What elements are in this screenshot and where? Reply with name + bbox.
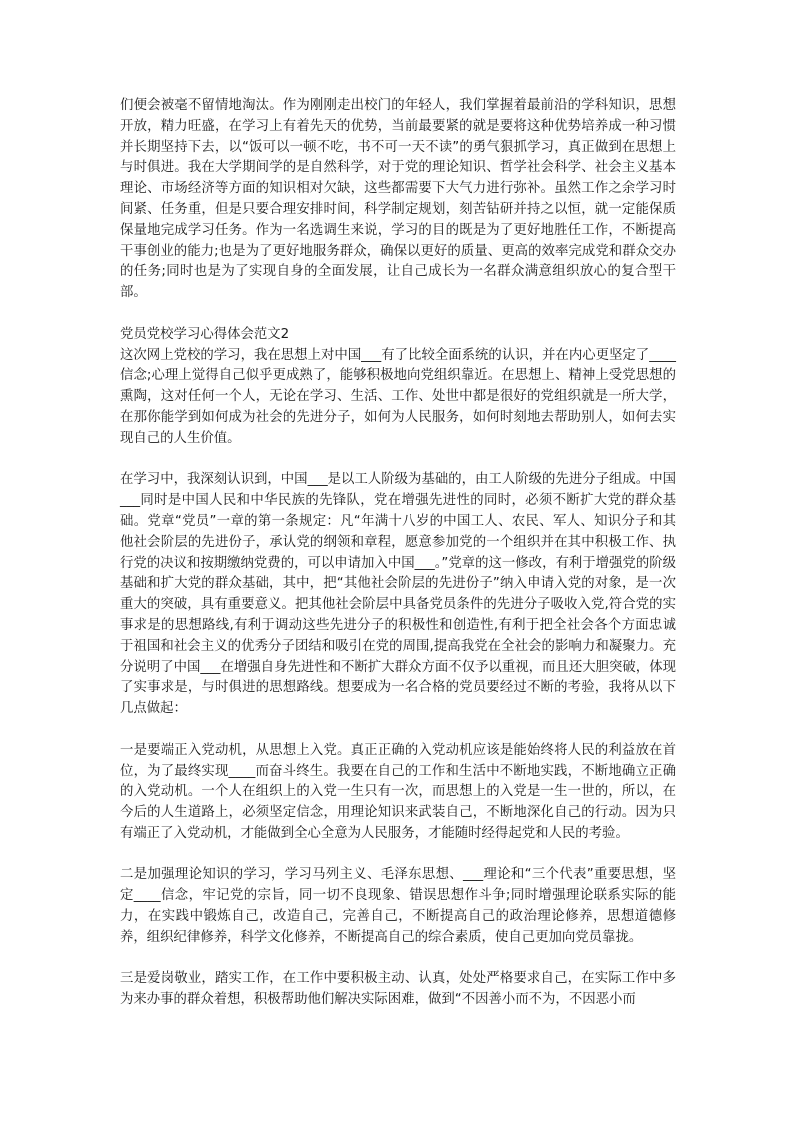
- section-title: 党员党校学习心得体会范文2: [120, 326, 290, 342]
- paragraph-point-one: 一是要端正入党动机，从思想上入党。真正正确的入党动机应该是能始终将人民的利益放在首位，为了最终实现____而奋斗终生。我要在自己的工作和生活中不断地实践，不断地确立正确的入党动机。一个人在组织上的入党一生只有一次，而思想上的入党是一生一世的，所以，在今后的人生道路上，必须坚定信念，用理论知识来武装自己，不断地深化自己的行动。因为只有端正了入党动机，才能做到全心全意为人民服务，才能随时经得起党和人民的考验。: [120, 742, 676, 841]
- paragraph-party-foundation: 在学习中，我深刻认识到，中国___是以工人阶级为基础的，由工人阶级的先进分子组成。中国___同时是中国人民和中华民族的先锋队，党在增强先进性的同时，必须不断扩大党的群众基础。党章“党员”一章的第一条规定：凡“年满十八岁的中国工人、农民、军人、知识分子和其他社会阶层的先进份子，承认党的纲领和章程，愿意参加党的一个组织并在其中积极工作、执行党的决议和按期缴纳党费的，可以申请加入中国___。”党章的这一修改，有利于增强党的阶级基础和扩大党的群众基础，其中，把“其他社会阶层的先进份子”纳入申请入党的对象，是一次重大的突破，具有重要意义。把其他社会阶层中具备党员条件的先进分子吸收入党,符合党的实事求是的思想路线,有利于调动这些先进分子的积极性和创造性,有利于把全社会各个方面忠诚于祖国和社会主义的优秀分子团结和吸引在党的周围,提高我党在全社会的影响力和凝聚力。充分说明了中国___在增强自身先进性和不断扩大群众方面不仅予以重视，而且还大胆突破，体现了实事求是，与时俱进的思想路线。想要成为一名合格的党员要经过不断的考验，我将从以下几点做起：: [120, 472, 676, 717]
- paragraph-point-three: 三是爱岗敬业，踏实工作，在工作中要积极主动、认真，处处严格要求自己，在实际工作中多为来办事的群众着想，积极帮助他们解决实际困难，做到“不因善小而不为，不因恶小而: [120, 971, 676, 1008]
- paragraph-point-two: 二是加强理论知识的学习，学习马列主义、毛泽东思想、___理论和“三个代表”重要思想，坚定____信念，牢记党的宗旨，同一切不良现象、错误思想作斗争;同时增强理论联系实际的能力，在实践中锻炼自己，改造自己，完善自己，不断提高自己的政治理论修养，思想道德修养，组织纪律修养，科学文化修养，不断提高自己的综合素质，使自己更加向党员靠拢。: [120, 867, 676, 945]
- paragraph-study-attitude: 们便会被毫不留情地淘汰。作为刚刚走出校门的年轻人，我们掌握着最前沿的学科知识，思想开放，精力旺盛，在学习上有着先天的优势，当前最要紧的就是要将这种优势培养成一种习惯并长期坚持下去，以“饭可以一顿不吃，书不可一天不读”的勇气狠抓学习，真正做到在思想上与时俱进。我在大学期间学的是自然科学，对于党的理论知识、哲学社会科学、社会主义基本理论、市场经济等方面的知识相对欠缺，这些都需要下大气力进行弥补。虽然工作之余学习时间紧、任务重，但是只要合理安排时间，科学制定规划，刻苦钻研并持之以恒，就一定能保质保量地完成学习任务。作为一名选调生来说，学习的目的既是为了更好地胜任工作，不断提高干事创业的能力;也是为了更好地服务群众，确保以更好的质量、更高的效率完成党和群众交办的任务;同时也是为了实现自身的全面发展，让自己成长为一名群众满意组织放心的复合型干部。: [120, 98, 676, 301]
- document-page: [120, 96, 676, 1032]
- paragraph-online-party-school: 这次网上党校的学习，我在思想上对中国___有了比较全面系统的认识，并在内心更坚定了____信念;心理上觉得自己似乎更成熟了，能够积极地向党组织靠近。在思想上、精神上受党思想的熏陶，这对任何一个人，无论在学习、生活、工作、处世中都是很好的党组织就是一所大学，在那你能学到如何成为社会的先进分子，如何为人民服务，如何时刻地去帮助别人，如何去实现自己的人生价值。: [120, 347, 676, 446]
